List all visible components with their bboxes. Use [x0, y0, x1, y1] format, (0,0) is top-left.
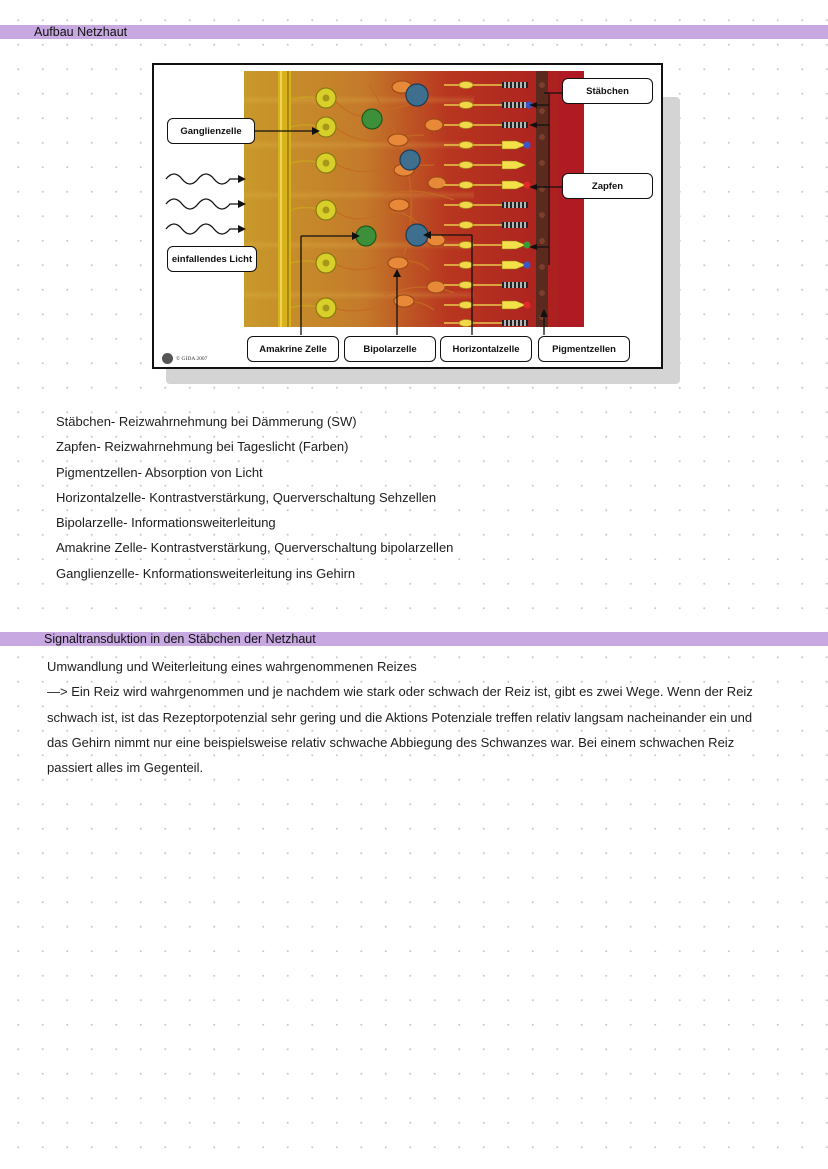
definition-item: Zapfen- Reizwahrnehmung bei Tageslicht (Farben) — [56, 439, 349, 455]
label-bipolarzelle: Bipolarzelle — [344, 336, 436, 362]
label-horizontalzelle: Horizontalzelle — [440, 336, 532, 362]
copyright-text: © GIDA 2007 — [176, 355, 208, 362]
label-einfallendes-licht: einfallendes Licht — [167, 246, 257, 272]
definition-item: Horizontalzelle- Kontrastverstärkung, Querverschaltung Sehzellen — [56, 489, 437, 505]
label-pigmentzellen: Pigmentzellen — [538, 336, 630, 362]
section-title: Aufbau Netzhaut — [34, 25, 128, 39]
copyright-logo-icon — [162, 353, 173, 364]
definition-item: Ganglienzelle- Knformationsweiterleitung ins Gehirn — [56, 565, 356, 581]
retina-diagram — [152, 63, 663, 369]
label-staebchen: Stäbchen — [562, 78, 653, 104]
text-line: —> Ein Reiz wird wahrgenommen und je nachdem wie stark oder schwach der Reiz ist, gibt es zwei Wege. Wenn der Reiz — [47, 684, 753, 700]
text-line: schwach ist, ist das Rezeptorpotenzial sehr gering und die Aktions Potenziale treffen relativ langsam nacheinander ein und — [47, 709, 753, 725]
definition-item: Amakrine Zelle- Kontrastverstärkung, Querverschaltung bipolarzellen — [56, 540, 454, 556]
definition-item: Stäbchen- Reizwahrnehmung bei Dämmerung (SW) — [56, 414, 357, 429]
label-zapfen: Zapfen — [562, 173, 653, 199]
incoming-light-waves — [166, 174, 238, 234]
text-line: passiert alles im Gegenteil. — [47, 760, 204, 776]
retina-illustration — [154, 65, 661, 367]
definition-item: Pigmentzellen- Absorption von Licht — [56, 464, 263, 480]
text-line: das Gehirn nimmt nur eine beispielsweise relativ schwache Abbiegung des Schwanzes war. Bei einem schwachen Reiz — [47, 734, 735, 750]
text-line: Umwandlung und Weiterleitung eines wahrgenommenen Reizes — [47, 659, 417, 674]
nerve-fiber-layer — [278, 71, 291, 327]
label-amakrine-zelle: Amakrine Zelle — [247, 336, 339, 362]
section-title: Signaltransduktion in den Stäbchen der Netzhaut — [44, 632, 316, 646]
cell-definitions-list — [56, 409, 453, 586]
definition-item: Bipolarzelle- Informationsweiterleitung — [56, 515, 276, 531]
copyright-notice — [162, 353, 207, 364]
signal-transduction-text — [47, 654, 795, 780]
label-ganglienzelle: Ganglienzelle — [167, 118, 255, 144]
